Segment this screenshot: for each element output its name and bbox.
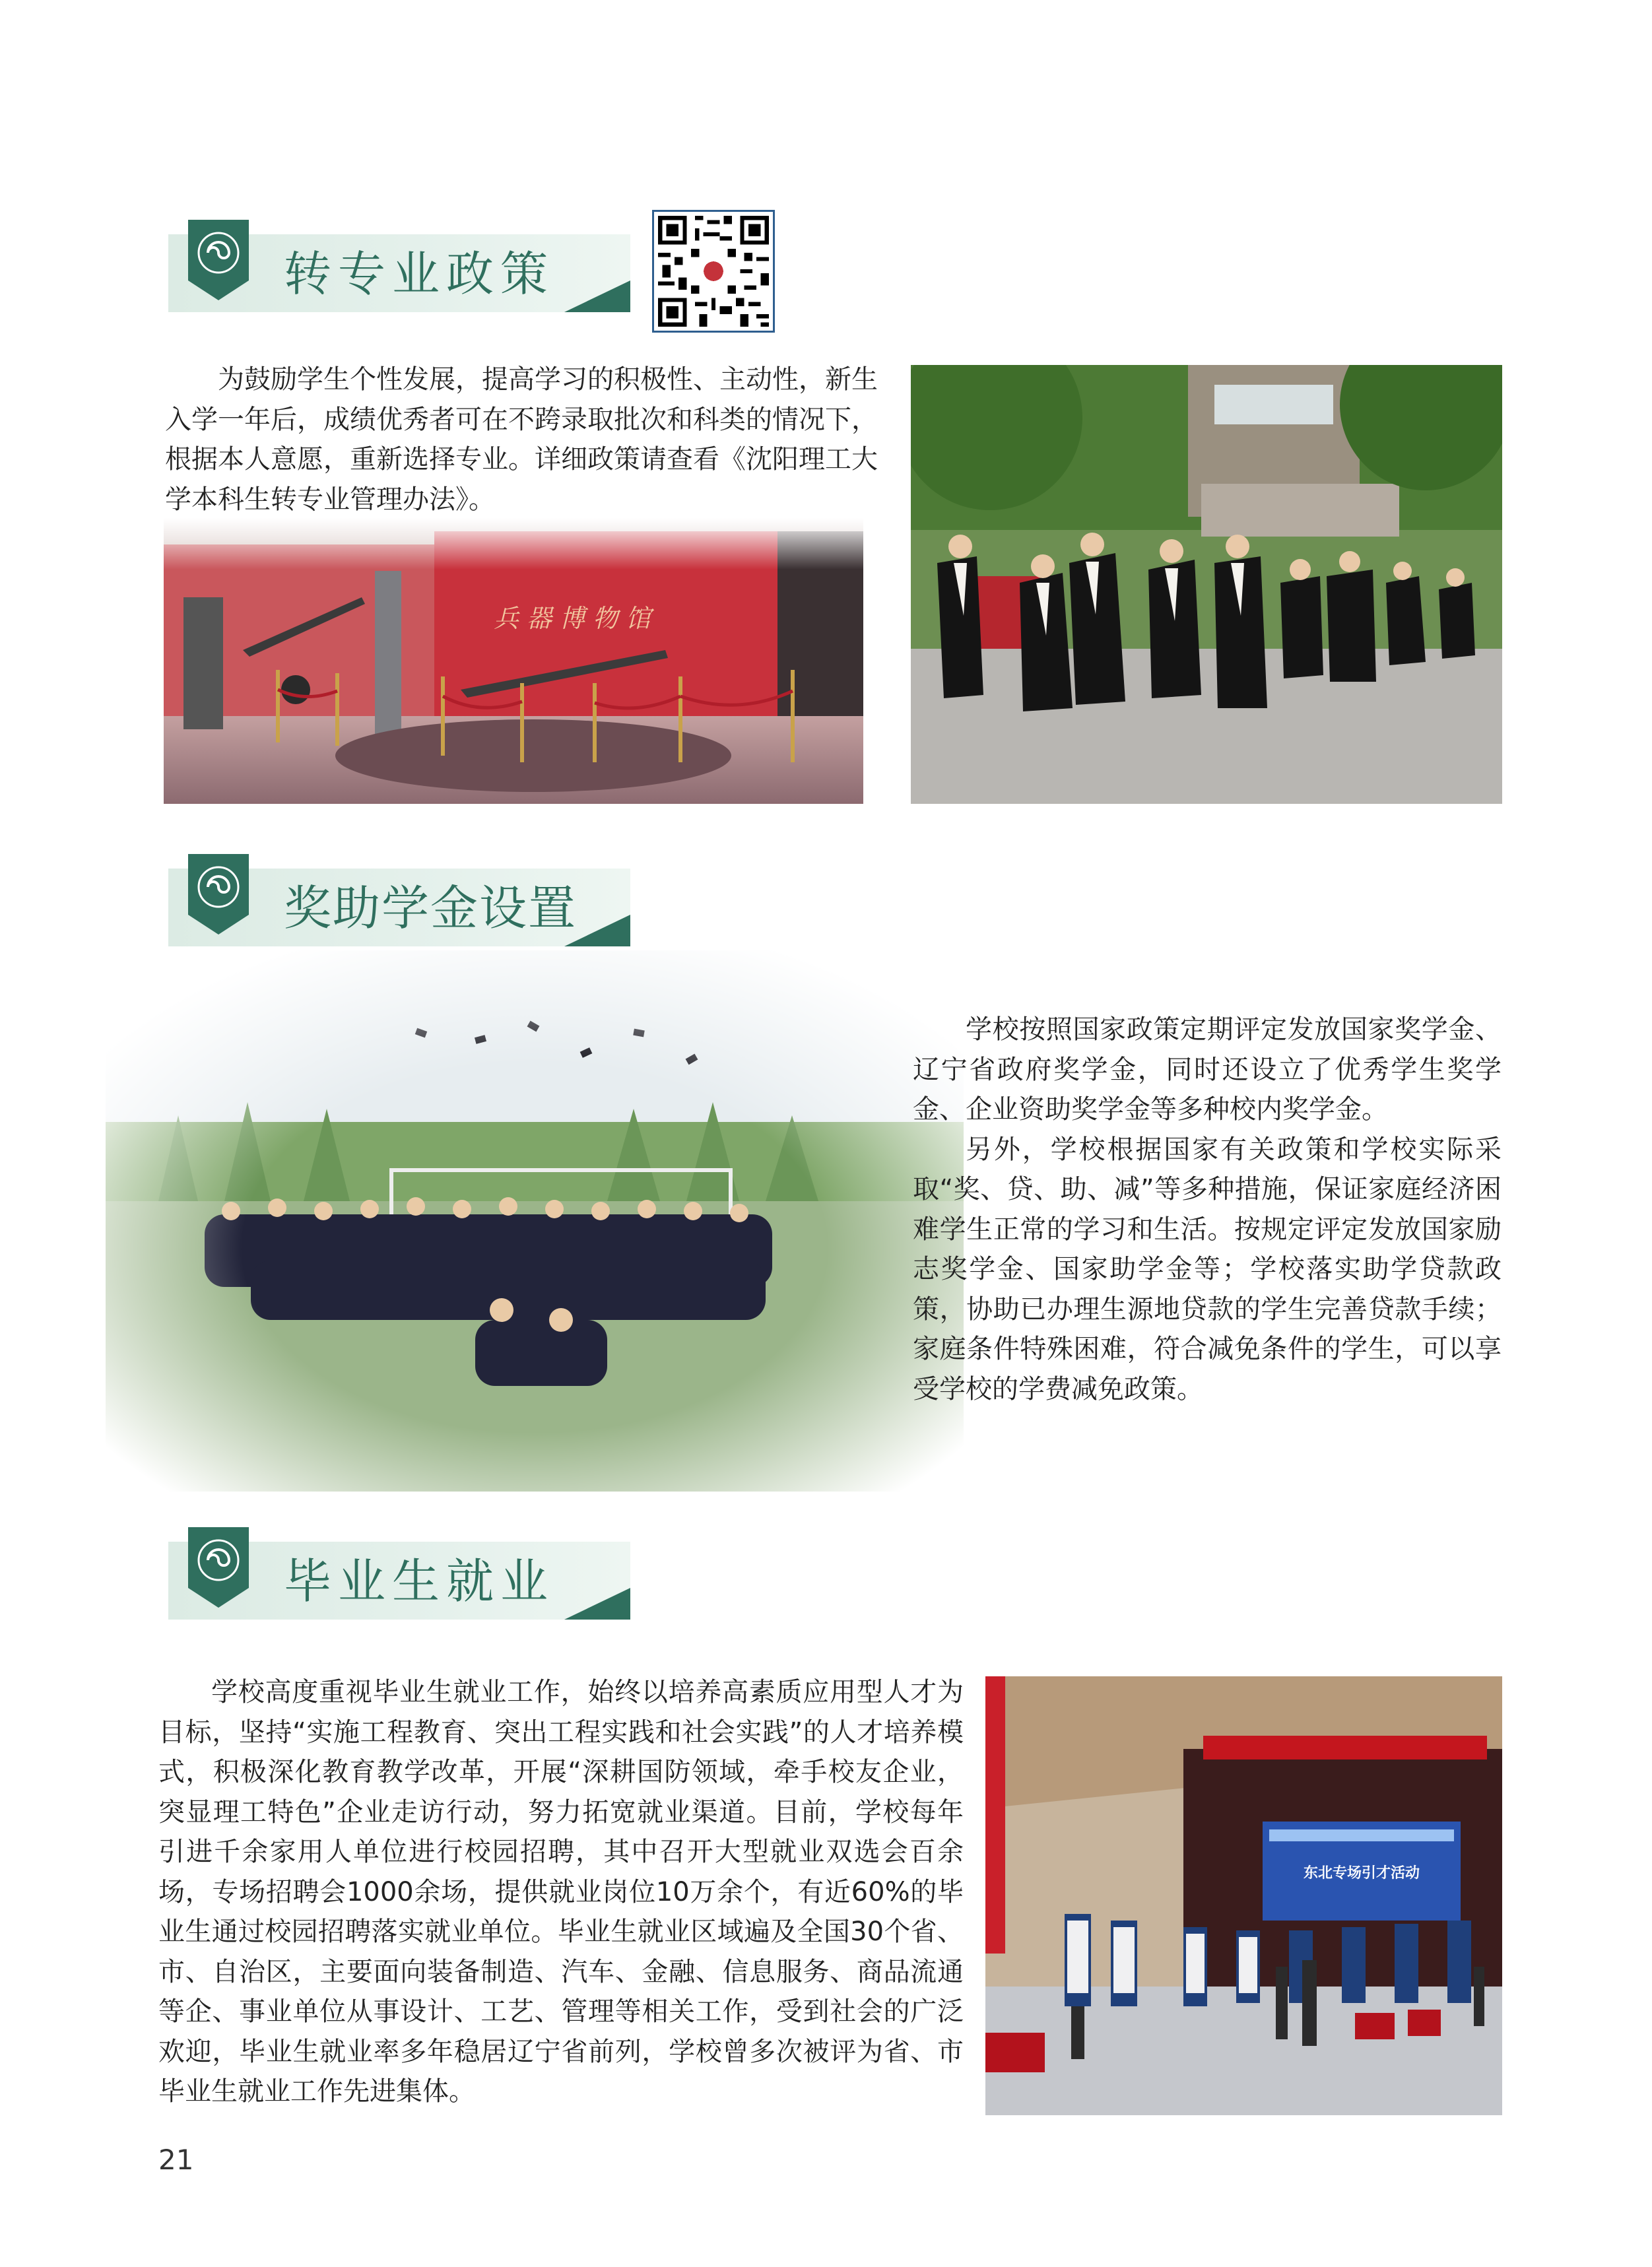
qr-code-icon[interactable] bbox=[652, 210, 775, 333]
header-corner-decoration bbox=[564, 915, 630, 946]
section-title: 奖助学金设置 bbox=[284, 880, 578, 936]
graduation-group-photo bbox=[106, 950, 964, 1492]
section-title: 毕业生就业 bbox=[284, 1554, 555, 1609]
page-number: 21 bbox=[158, 2144, 194, 2176]
section-title: 转专业政策 bbox=[284, 246, 555, 302]
header-corner-decoration bbox=[564, 1588, 630, 1620]
transfer-policy-text: 为鼓励学生个性发展，提高学习的积极性、主动性，新生入学一年后，成绩优秀者可在不跨录取批次和科类的情况下，根据本人意愿，重新选择专业。详细政策请查看《沈阳理工大学本科生转专业管理办法》。 bbox=[165, 364, 878, 515]
school-logo-icon bbox=[188, 1527, 249, 1608]
job-fair-photo bbox=[985, 1676, 1502, 2115]
section-header-scholarship bbox=[168, 869, 630, 946]
school-logo-icon bbox=[188, 854, 249, 935]
header-corner-decoration bbox=[564, 280, 630, 312]
school-logo-icon bbox=[188, 220, 249, 300]
employment-text: 学校高度重视毕业生就业工作，始终以培养高素质应用型人才为目标，坚持“实施工程教育、突出工程实践和社会实践”的人才培养模式，积极深化教育教学改革，开展“深耕国防领域，牵手校友企业，突显理工特色”企业走访行动，努力拓宽就业渠道。目前，学校每年引进千余家用人单位进行校园招聘，其中召开大型就业双选会百余场，专场招聘会1000余场，提供就业岗位10万余个，有近60%的毕业生通过校园招聘落实就业单位。毕业生就业区域遍及全国30个省、市、自治区，主要面向装备制造、汽车、金融、信息服务、商品流通等企、事业单位从事设计、工艺、管理等相关工作，受到社会的广泛欢迎，毕业生就业率多年稳居辽宁省前列，学校曾多次被评为省、市毕业生就业工作先进集体。 bbox=[158, 1677, 964, 2107]
graduates-walking-photo bbox=[911, 365, 1502, 804]
museum-photo bbox=[164, 518, 863, 804]
section-header-employment bbox=[168, 1542, 630, 1620]
section-header-transfer bbox=[168, 234, 630, 312]
job-fair-banner: 东北专场引才活动 bbox=[1303, 1865, 1420, 1882]
scholarship-text: 学校按照国家政策定期评定发放国家奖学金、辽宁省政府奖学金，同时还设立了优秀学生奖学金、企业资助奖学金等多种校内奖学金。 另外，学校根据国家有关政策和学校实际采取“奖、贷、助、减”等多种措施，保证家庭经济困难学生正常的学习和生活。按规定评定发放国家励志奖学金、国家助学金等；学校落实助学贷款政策，协助已办理生源地贷款的学生完善贷款手续；家庭条件特殊困难，符合减免条件的学生，可以享受学校的学费减免政策。 bbox=[913, 1014, 1502, 1404]
